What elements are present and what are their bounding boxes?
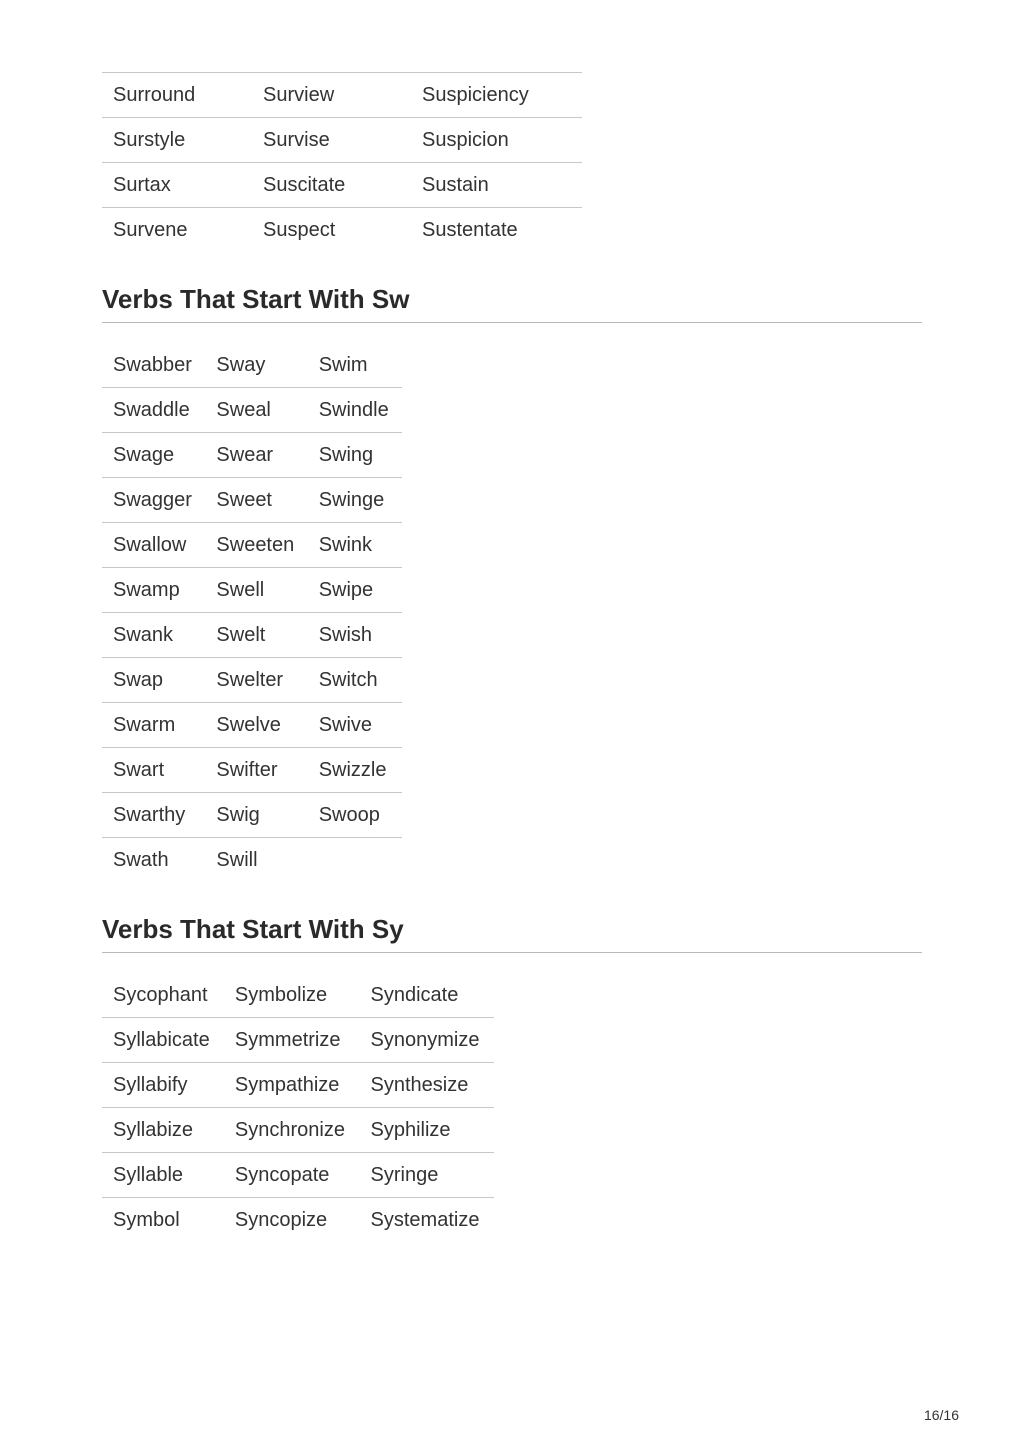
table-row bbox=[102, 658, 402, 703]
word-cell: Syncopize bbox=[224, 1198, 360, 1243]
word-cell: Swelter bbox=[205, 658, 307, 703]
word-cell: Swarm bbox=[102, 703, 205, 748]
word-cell: Swill bbox=[205, 838, 307, 883]
table-row bbox=[102, 973, 494, 1018]
word-cell: Sympathize bbox=[224, 1063, 360, 1108]
word-table-su bbox=[102, 72, 582, 252]
word-cell: Swagger bbox=[102, 478, 205, 523]
word-cell: Swifter bbox=[205, 748, 307, 793]
word-cell: Syllabize bbox=[102, 1108, 224, 1153]
word-cell: Swoop bbox=[308, 793, 402, 838]
word-cell: Swaddle bbox=[102, 388, 205, 433]
word-cell: Syllabify bbox=[102, 1063, 224, 1108]
table-row bbox=[102, 1063, 494, 1108]
word-cell: Swelve bbox=[205, 703, 307, 748]
word-cell: Suspect bbox=[252, 208, 411, 253]
word-cell: Syphilize bbox=[360, 1108, 494, 1153]
word-cell: Sweet bbox=[205, 478, 307, 523]
word-cell: Swallow bbox=[102, 523, 205, 568]
table-row bbox=[102, 388, 402, 433]
table-row bbox=[102, 163, 582, 208]
table-row bbox=[102, 838, 402, 883]
word-cell: Suscitate bbox=[252, 163, 411, 208]
table-row bbox=[102, 703, 402, 748]
word-cell: Swell bbox=[205, 568, 307, 613]
table-row bbox=[102, 748, 402, 793]
word-cell: Syringe bbox=[360, 1153, 494, 1198]
table-row bbox=[102, 613, 402, 658]
table-row bbox=[102, 478, 402, 523]
word-cell: Swarthy bbox=[102, 793, 205, 838]
table-row bbox=[102, 793, 402, 838]
table-row bbox=[102, 523, 402, 568]
word-cell: Surstyle bbox=[102, 118, 252, 163]
word-cell: Survene bbox=[102, 208, 252, 253]
word-cell: Swage bbox=[102, 433, 205, 478]
word-cell: Swing bbox=[308, 433, 402, 478]
word-cell: Surview bbox=[252, 73, 411, 118]
word-cell: Survise bbox=[252, 118, 411, 163]
table-row bbox=[102, 73, 582, 118]
word-cell bbox=[308, 838, 402, 883]
word-cell: Swipe bbox=[308, 568, 402, 613]
word-cell: Synonymize bbox=[360, 1018, 494, 1063]
table-row bbox=[102, 118, 582, 163]
word-cell: Synchronize bbox=[224, 1108, 360, 1153]
word-cell: Sycophant bbox=[113, 983, 208, 1006]
word-cell: Swig bbox=[205, 793, 307, 838]
word-cell: Sustentate bbox=[411, 208, 582, 253]
section-heading-sw: Verbs That Start With Sw bbox=[102, 284, 922, 323]
word-cell: Sweal bbox=[205, 388, 307, 433]
word-cell: Symmetrize bbox=[224, 1018, 360, 1063]
word-cell: Systematize bbox=[360, 1198, 494, 1243]
word-cell: Symbolize bbox=[234, 983, 328, 1006]
table-row bbox=[102, 208, 582, 253]
word-cell: Suspicion bbox=[411, 118, 582, 163]
word-cell: Sweeten bbox=[205, 523, 307, 568]
word-cell: Sway bbox=[216, 353, 266, 376]
table-row bbox=[102, 1198, 494, 1243]
word-cell: Swish bbox=[308, 613, 402, 658]
word-cell: Sustain bbox=[411, 163, 582, 208]
word-cell: Swath bbox=[102, 838, 205, 883]
word-cell: Swelt bbox=[205, 613, 307, 658]
word-cell: Syndicate bbox=[370, 983, 459, 1006]
table-row bbox=[102, 1108, 494, 1153]
word-cell: Syncopate bbox=[224, 1153, 360, 1198]
word-cell: Swindle bbox=[308, 388, 402, 433]
word-cell: Swabber bbox=[113, 353, 192, 376]
word-table-sw bbox=[102, 343, 402, 882]
table-row bbox=[102, 1018, 494, 1063]
table-row bbox=[102, 433, 402, 478]
word-cell: Swizzle bbox=[308, 748, 402, 793]
word-cell: Suspiciency bbox=[411, 73, 582, 118]
word-cell: Syllabicate bbox=[102, 1018, 224, 1063]
word-cell: Syllable bbox=[102, 1153, 224, 1198]
page-number: 16/16 bbox=[923, 1407, 959, 1423]
section-heading-sy: Verbs That Start With Sy bbox=[102, 914, 922, 953]
table-row bbox=[102, 343, 402, 388]
word-cell: Swim bbox=[318, 353, 368, 376]
word-cell: Switch bbox=[308, 658, 402, 703]
word-cell: Surtax bbox=[102, 163, 252, 208]
word-cell: Synthesize bbox=[360, 1063, 494, 1108]
word-cell: Swive bbox=[308, 703, 402, 748]
word-cell: Swinge bbox=[308, 478, 402, 523]
word-cell: Swap bbox=[102, 658, 205, 703]
table-row bbox=[102, 568, 402, 613]
word-cell: Swink bbox=[308, 523, 402, 568]
word-cell: Swear bbox=[205, 433, 307, 478]
table-row bbox=[102, 1153, 494, 1198]
word-cell: Surround bbox=[102, 73, 252, 118]
word-cell: Swamp bbox=[102, 568, 205, 613]
word-cell: Swart bbox=[102, 748, 205, 793]
word-cell: Symbol bbox=[102, 1198, 224, 1243]
word-table-sy bbox=[102, 973, 494, 1242]
word-cell: Swank bbox=[102, 613, 205, 658]
